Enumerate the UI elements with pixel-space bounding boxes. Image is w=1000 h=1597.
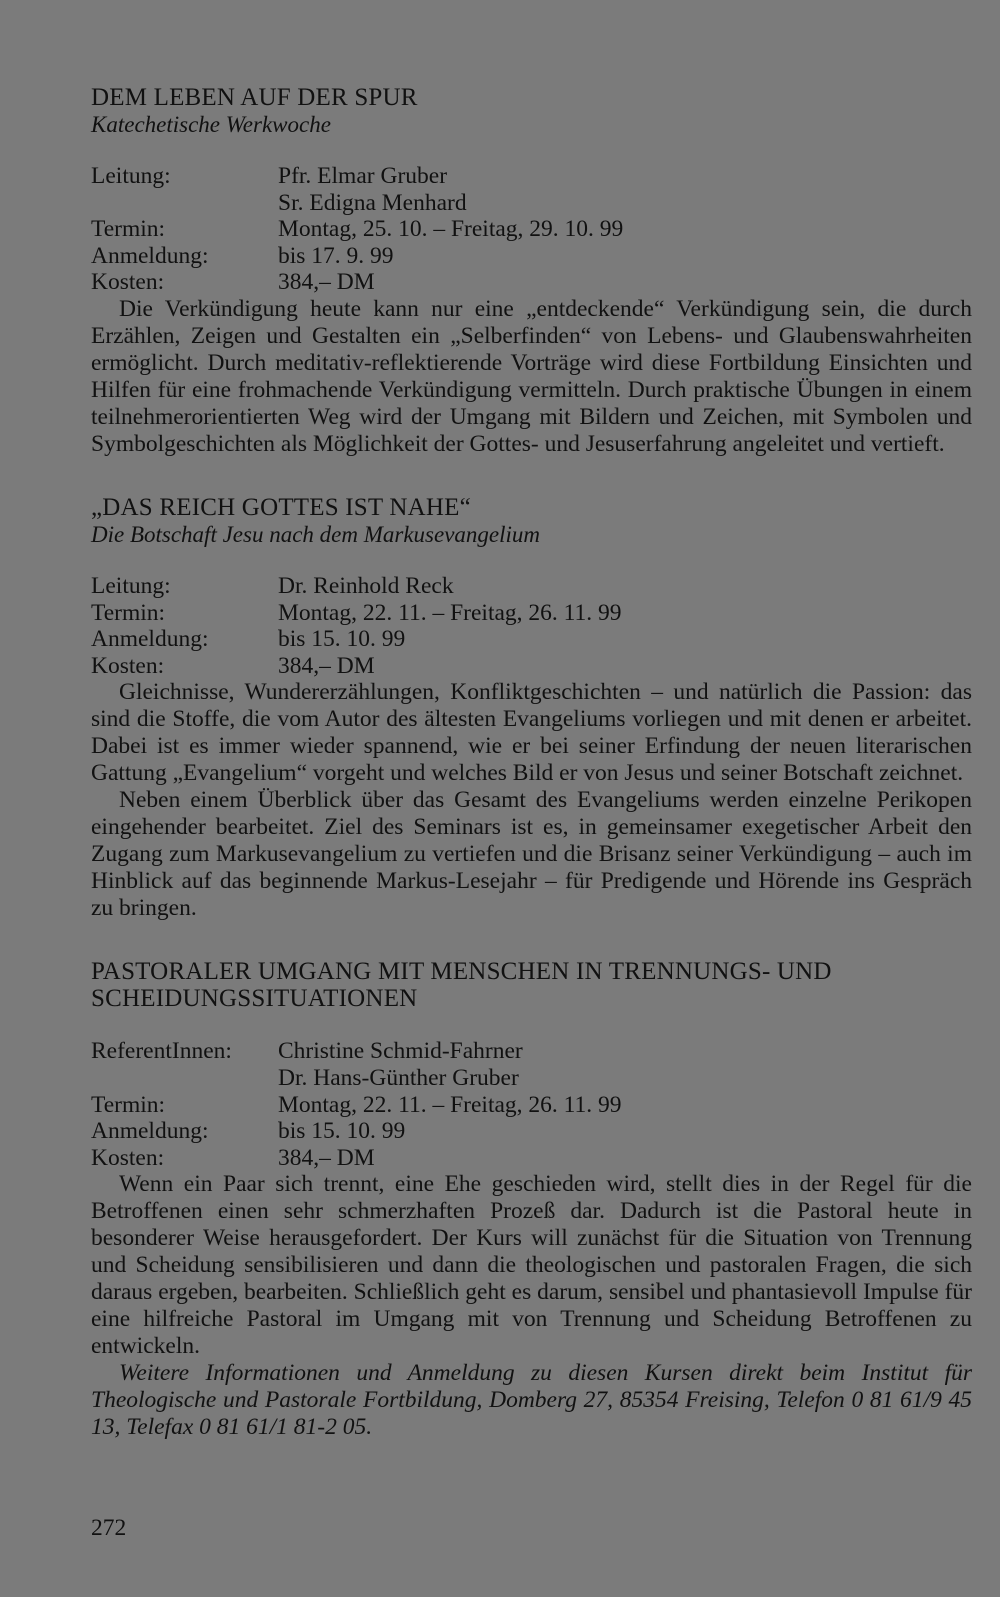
info-value: bis 15. 10. 99 bbox=[278, 626, 406, 653]
info-row-referentinnen-2 bbox=[91, 1065, 972, 1092]
info-row-leitung-2 bbox=[91, 190, 972, 217]
info-label: ReferentInnen: bbox=[91, 1038, 232, 1065]
info-row-termin bbox=[91, 1092, 972, 1119]
info-label: Kosten: bbox=[91, 652, 165, 679]
info-row-anmeldung bbox=[91, 1118, 972, 1145]
info-value: bis 15. 10. 99 bbox=[278, 1118, 406, 1145]
info-label: Leitung: bbox=[91, 163, 171, 189]
info-label: Termin: bbox=[91, 599, 166, 626]
contact-note: Weitere Informationen und Anmeldung zu diesen Kursen direkt beim Institut für Theologische und Pastorale Fortbildung, Domberg 27, 85354 Freising, Telefon 0 81 61/9 45 13, Telefax 0 81 61/1 81-2 05. bbox=[91, 1360, 972, 1441]
info-label: Termin: bbox=[91, 216, 166, 243]
info-row-referentinnen bbox=[91, 1038, 972, 1065]
info-row-anmeldung bbox=[91, 626, 972, 653]
info-value: 384,– DM bbox=[278, 269, 375, 296]
course-description: Wenn ein Paar sich trennt, eine Ehe geschieden wird, stellt dies in der Regel für die Betroffenen einen sehr schmerzhaften Prozeß dar. Dadurch ist die Pastoral heute in besonderer Weise herausgefordert. Der Kurs will zunächst für die Situation von Trennung und Scheidung sensibilisieren und dann die theologischen und pastoralen Fragen, die sich daraus ergeben, bearbeiten. Schließlich geht es darum, sensibel und phantasievoll Impulse für eine hilfreiche Pastoral im Umgang mit von Trennung und Scheidung Betroffenen zu entwickeln. bbox=[91, 1171, 972, 1360]
course-description: Die Verkündigung heute kann nur eine „entdeckende“ Verkündigung sein, die durch Erzählen, Zeigen und Gestalten ein „Selberfinden“ von Lebens- und Glaubenswahrheiten ermöglicht. Durch meditativ-reflektierende Vorträge wird diese Fortbildung Einsichten und Hilfen für eine frohmachende Verkündigung vermitteln. Durch praktische Übungen in einem teilnehmerorientierten Weg wird der Umgang mit Bildern und Zeichen, mit Symbolen und Symbolgeschichten als Möglichkeit der Gottes- und Jesuserfahrung angeleitet und vertieft. bbox=[91, 295, 972, 457]
course-info bbox=[91, 573, 972, 679]
course-title: DEM LEBEN AUF DER SPUR bbox=[91, 84, 418, 111]
course-info bbox=[91, 1038, 972, 1171]
info-label: Anmeldung: bbox=[91, 626, 209, 653]
info-row-kosten bbox=[91, 269, 972, 296]
course-1 bbox=[91, 84, 972, 458]
info-value: Montag, 22. 11. – Freitag, 26. 11. 99 bbox=[278, 1091, 622, 1118]
info-value: Christine Schmid-Fahrner bbox=[278, 1038, 523, 1065]
info-value: Sr. Edigna Menhard bbox=[278, 189, 467, 216]
info-row-anmeldung bbox=[91, 243, 972, 270]
section-spacer bbox=[91, 458, 972, 494]
course-subtitle: Die Botschaft Jesu nach dem Markusevangelium bbox=[91, 521, 541, 547]
course-info bbox=[91, 163, 972, 296]
section-spacer bbox=[91, 922, 972, 958]
course-title: PASTORALER UMGANG MIT MENSCHEN IN TRENNUNGS- UND SCHEIDUNGSSITUATIONEN bbox=[91, 958, 832, 1013]
course-title: „DAS REICH GOTTES IST NAHE“ bbox=[91, 493, 471, 521]
info-label: Termin: bbox=[91, 1091, 166, 1118]
info-value: 384,– DM bbox=[278, 652, 375, 679]
info-label bbox=[91, 190, 278, 217]
info-label bbox=[91, 1065, 278, 1092]
course-3 bbox=[91, 958, 972, 1441]
info-row-kosten bbox=[91, 1145, 972, 1172]
info-row-leitung bbox=[91, 573, 972, 600]
info-value: Montag, 25. 10. – Freitag, 29. 10. 99 bbox=[278, 216, 624, 243]
info-row-termin bbox=[91, 216, 972, 243]
info-value: bis 17. 9. 99 bbox=[278, 242, 394, 269]
info-value: 384,– DM bbox=[278, 1144, 375, 1171]
info-row-leitung bbox=[91, 163, 972, 190]
course-description: Gleichnisse, Wundererzählungen, Konfliktgeschichten – und natürlich die Passion: das sind die Stoffe, die vom Autor des ältesten Evangeliums vorliegen und mit denen er arbeitet. Dabei ist es immer wieder spannend, wie er bei seiner Erfindung der neuen literarischen Gattung „Evangelium“ vorgeht und welches Bild er von Jesus und seiner Botschaft zeichnet. bbox=[91, 679, 972, 787]
info-label: Kosten: bbox=[91, 269, 165, 296]
info-label: Leitung: bbox=[91, 572, 171, 599]
info-row-kosten bbox=[91, 653, 972, 680]
page-number: 272 bbox=[91, 1515, 127, 1541]
course-subtitle: Katechetische Werkwoche bbox=[91, 112, 331, 137]
info-value: Montag, 22. 11. – Freitag, 26. 11. 99 bbox=[278, 599, 622, 626]
info-row-termin bbox=[91, 600, 972, 627]
info-value: Dr. Reinhold Reck bbox=[278, 572, 454, 599]
info-value: Dr. Hans-Günther Gruber bbox=[278, 1064, 519, 1091]
info-label: Anmeldung: bbox=[91, 242, 209, 269]
info-label: Anmeldung: bbox=[91, 1118, 209, 1145]
info-label: Kosten: bbox=[91, 1144, 165, 1171]
course-description: Neben einem Überblick über das Gesamt des Evangeliums werden einzelne Perikopen eingehender bearbeitet. Ziel des Seminars ist es, in gemeinsamer exegetischer Arbeit den Zugang zum Markusevangelium zu vertiefen und die Brisanz seiner Verkündigung – auch im Hinblick auf das beginnende Markus-Lesejahr – für Predigende und Hörende ins Gespräch zu bringen. bbox=[91, 787, 972, 922]
course-2 bbox=[91, 494, 972, 922]
info-value: Pfr. Elmar Gruber bbox=[278, 163, 448, 189]
